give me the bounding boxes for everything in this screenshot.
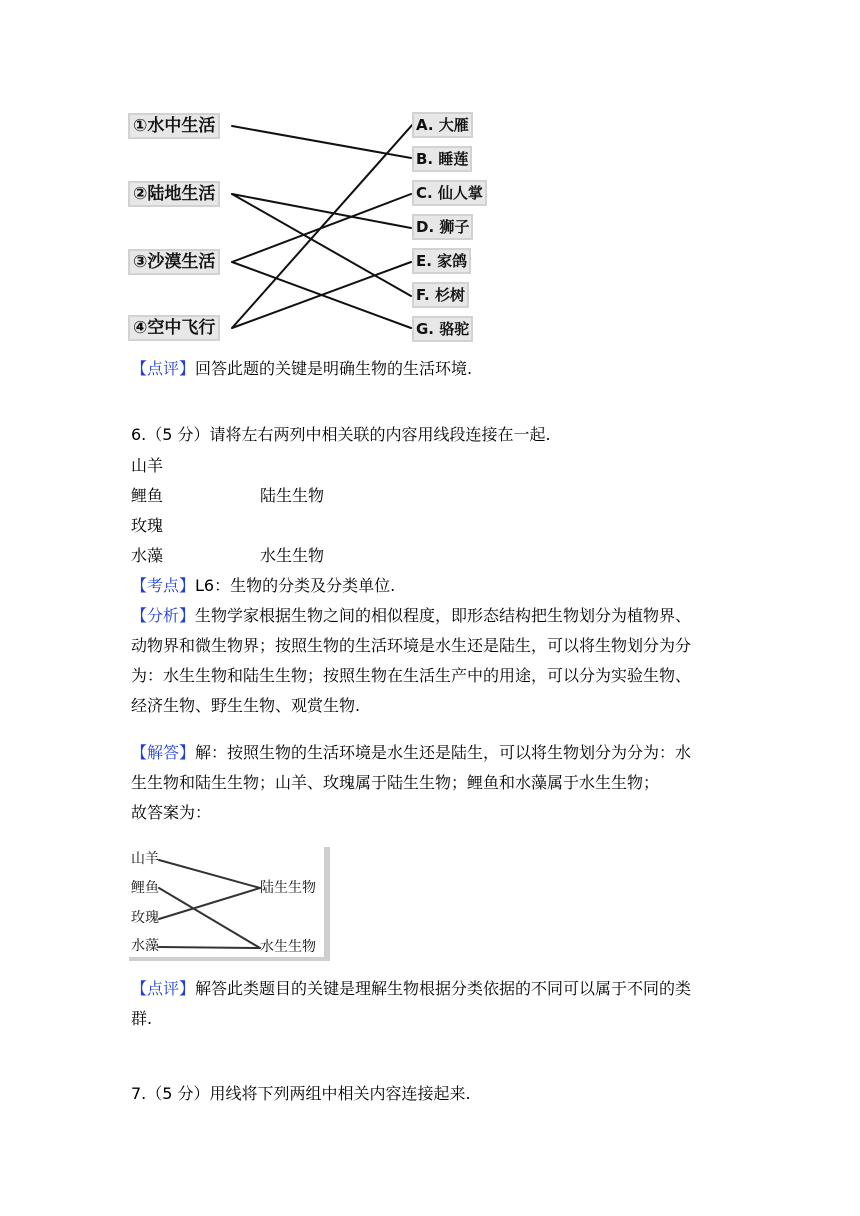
answer-right-item: 陆生生物 — [260, 880, 316, 896]
line-land-D — [232, 194, 411, 228]
line-air-A — [232, 124, 413, 328]
q6-right-item: 水生生物 — [260, 546, 325, 565]
answer-left-item: 鲤鱼 — [131, 880, 159, 896]
fenxi-line: 动物界和微生物界；按照生物的生活环境是水生还是陆生，可以将生物划分为分 — [131, 636, 692, 655]
q6-right-item: 陆生生物 — [260, 486, 325, 505]
line-water-B — [232, 126, 411, 158]
answer-figure — [129, 847, 330, 961]
q6-left-item: 玫瑰 — [131, 516, 164, 535]
fig1-right-item: F. 杉树 — [416, 286, 465, 304]
fenxi-line: 为：水生生物和陆生生物；按照生物在生活生产中的用途，可以分为实验生物、 — [131, 666, 692, 685]
fig1-left-item: ①水中生活 — [130, 115, 218, 137]
jieda-tag: 【解答】 — [131, 743, 196, 762]
answer-right-item: 水生生物 — [260, 939, 316, 955]
line-land-F — [232, 194, 411, 296]
matching-figure-1 — [128, 112, 494, 344]
review-2 — [131, 974, 731, 1034]
answer-left-item: 山羊 — [131, 851, 159, 867]
review-tag: 【点评】 — [131, 979, 196, 998]
fig1-left-item: ③沙漠生活 — [130, 251, 218, 273]
answer-left-item: 水藻 — [131, 938, 159, 954]
answer-left-item: 玫瑰 — [131, 910, 159, 926]
jieda-line: 解：按照生物的生活环境是水生还是陆生，可以将生物划分为分为：水 — [195, 743, 692, 762]
jieda-line: 生生物和陆生生物；山羊、玫瑰属于陆生生物；鲤鱼和水藻属于水生生物； — [131, 773, 660, 792]
q6-left-item: 山羊 — [131, 456, 164, 475]
question-7-title: 7.（5 分）用线将下列两组中相关内容连接起来. — [131, 1084, 471, 1103]
review-line: 解答此类题目的关键是理解生物根据分类依据的不同可以属于不同的类 — [195, 979, 692, 998]
fig1-left-item: ②陆地生活 — [130, 183, 218, 205]
review-1 — [131, 359, 472, 379]
fig1-right-item: G. 骆驼 — [416, 320, 470, 338]
fenxi-tag: 【分析】 — [131, 606, 196, 625]
fenxi-line: 生物学家根据生物之间的相似程度，即形态结构把生物划分为植物界、 — [195, 606, 692, 625]
line-carp-water — [159, 888, 260, 948]
fenxi-paragraph — [131, 601, 731, 721]
line-rose-land — [159, 888, 260, 919]
question-6-title: 6.（5 分）请将左右两列中相关联的内容用线段连接在一起. — [131, 425, 551, 444]
kaodian — [131, 576, 395, 596]
jieda-line: 故答案为： — [131, 803, 212, 822]
fig1-right-item: D. 狮子 — [416, 218, 470, 236]
kaodian-tag: 【考点】 — [131, 576, 196, 595]
q6-left-item: 水藻 — [131, 546, 164, 565]
q6-left-item: 鲤鱼 — [131, 486, 164, 505]
kaodian-text: L6：生物的分类及分类单位. — [195, 576, 396, 595]
jieda-paragraph — [131, 738, 731, 828]
fenxi-line: 经济生物、野生生物、观赏生物. — [131, 696, 361, 715]
review-tag: 【点评】 — [131, 359, 196, 378]
fig1-right-item: E. 家鸽 — [416, 252, 468, 270]
review-line: 群. — [131, 1009, 153, 1028]
line-goat-land — [159, 860, 260, 888]
fig1-right-item: C. 仙人掌 — [416, 184, 483, 202]
fig1-left-item: ④空中飞行 — [130, 317, 218, 339]
fig1-right-item: A. 大雁 — [416, 116, 469, 134]
line-algae-water — [159, 947, 260, 948]
fig1-right-item: B. 睡莲 — [416, 150, 469, 168]
review-text: 回答此题的关键是明确生物的生活环境. — [195, 359, 473, 378]
